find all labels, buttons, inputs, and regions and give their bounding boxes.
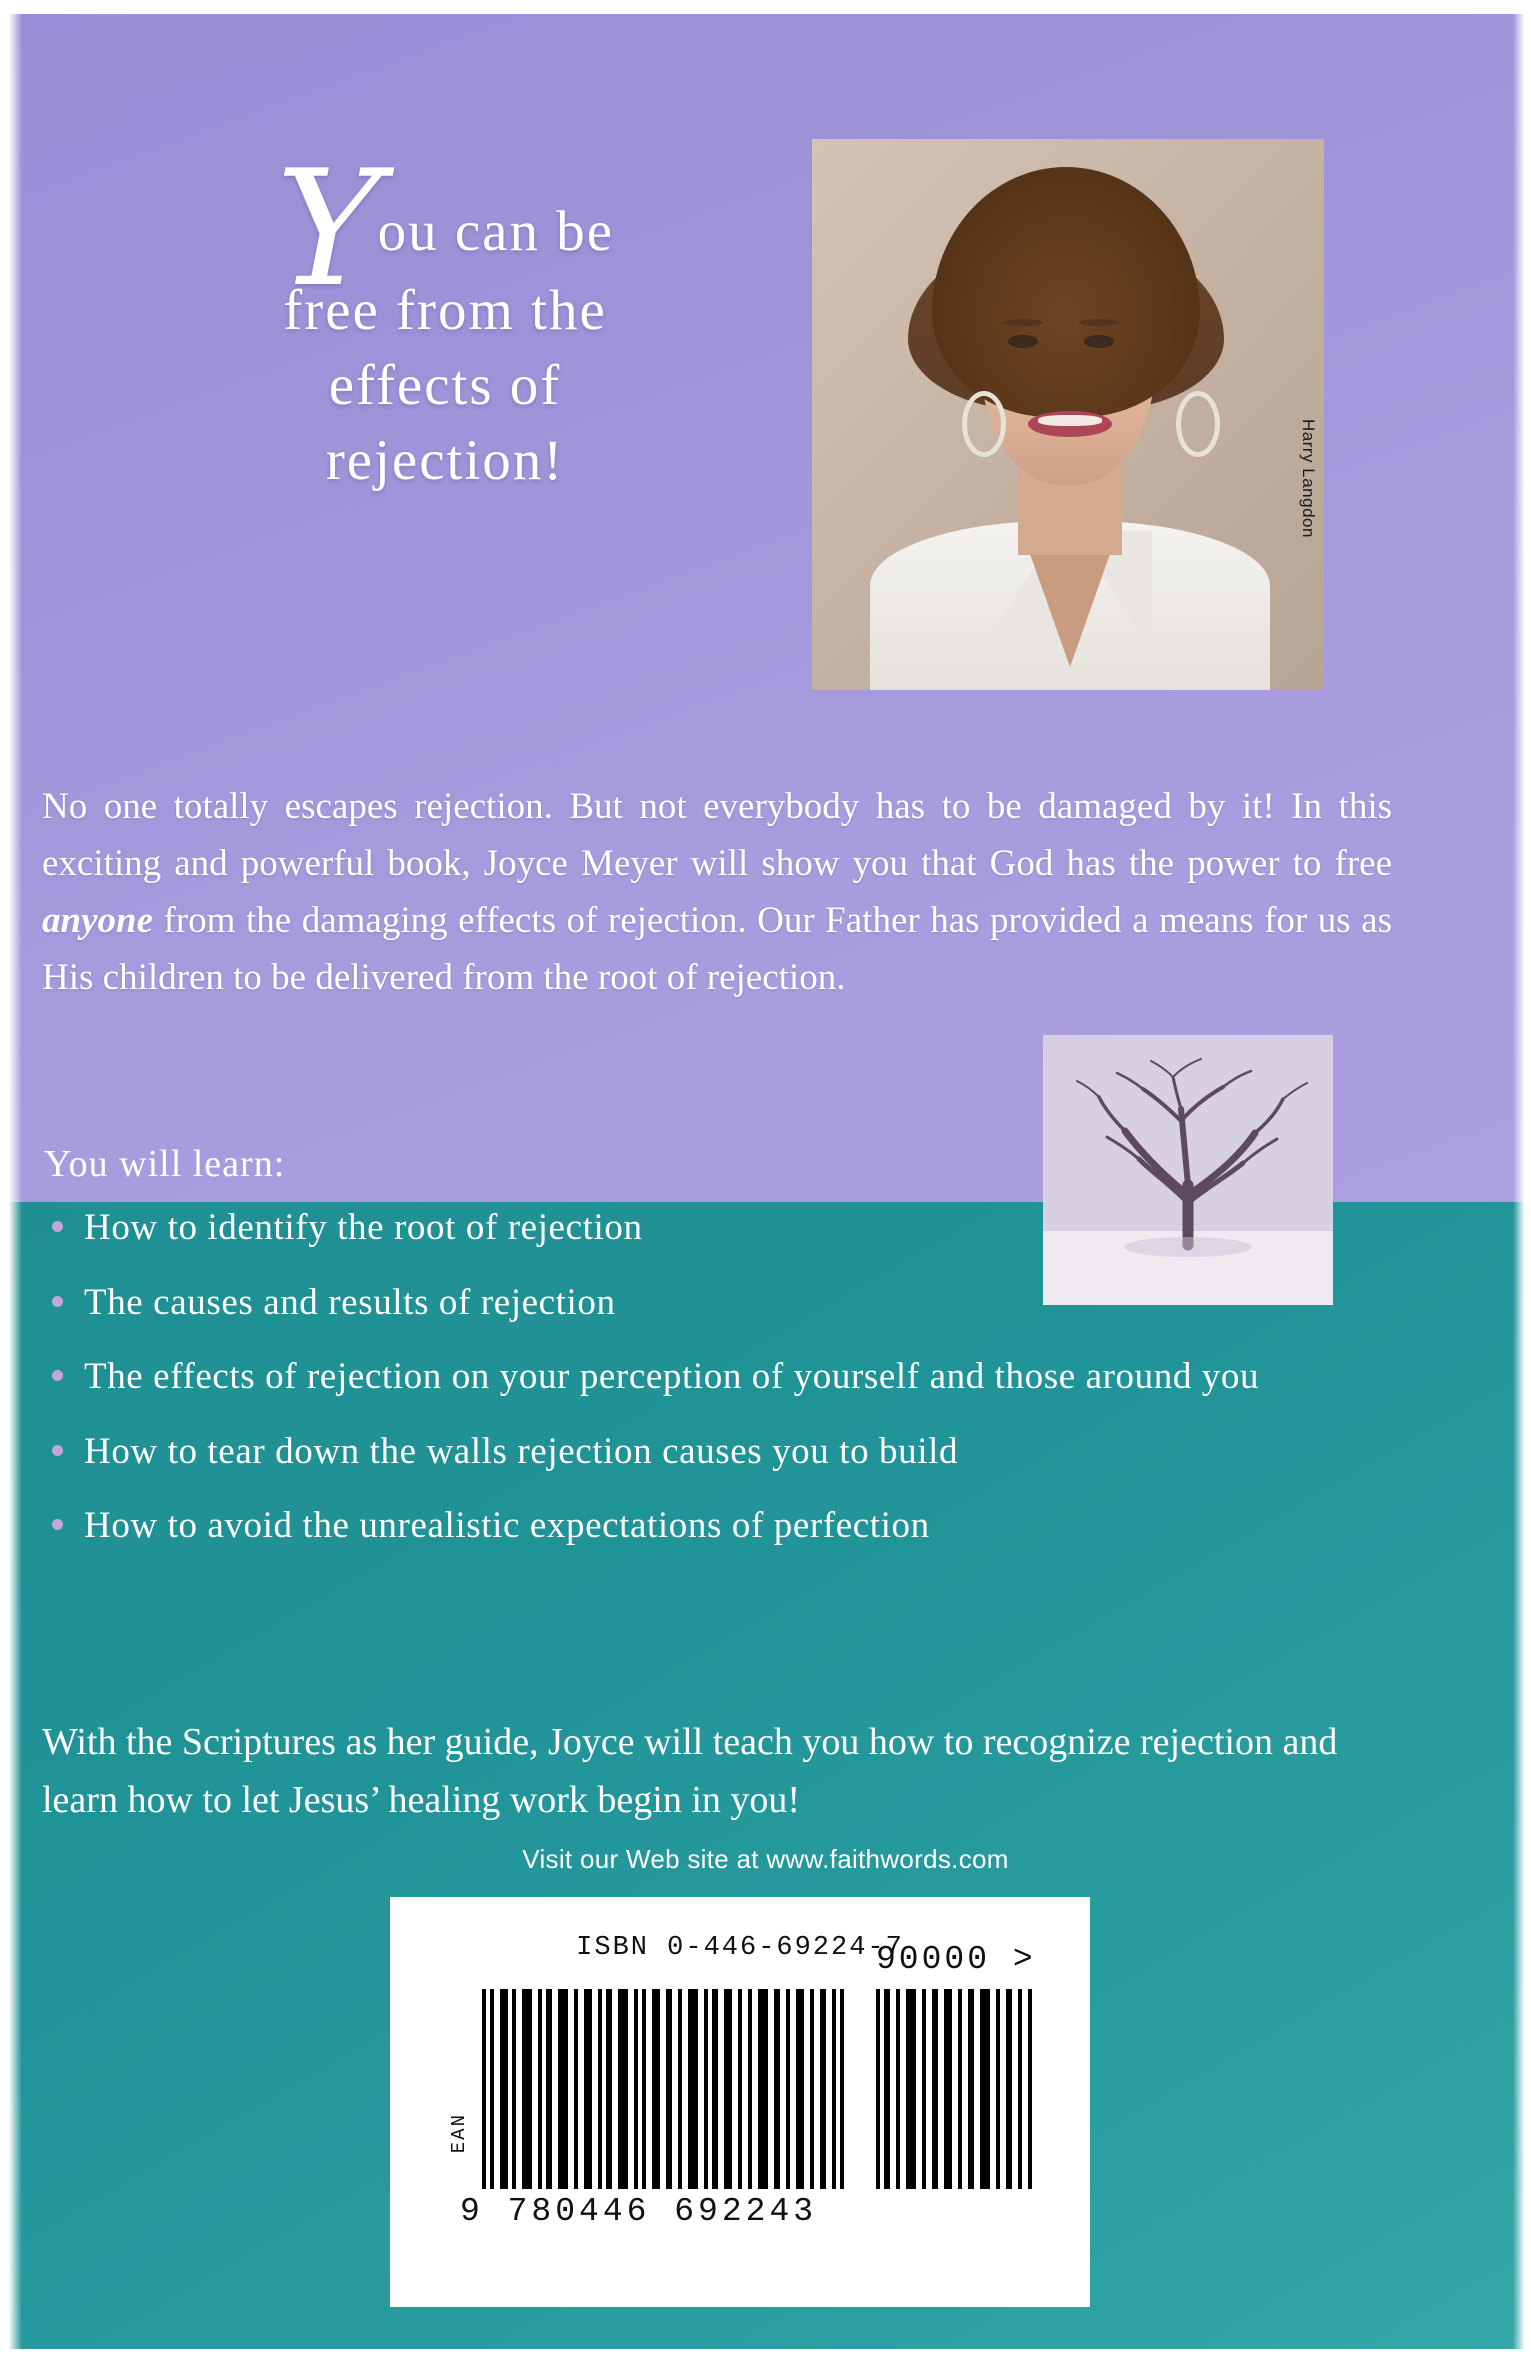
headline-line-3: effects of [328, 354, 562, 418]
photo-eye-left [1008, 335, 1038, 348]
page-edge-right [1513, 0, 1531, 2359]
photo-earring-right [1176, 391, 1220, 457]
headline-line-4: rejection! [325, 429, 565, 493]
learn-heading: You will learn: [44, 1143, 286, 1185]
page-edge-top [0, 0, 1531, 14]
description-paragraph [42, 779, 1392, 1007]
isbn-text: ISBN 0-446-69224-7 [576, 1933, 904, 1963]
ean-digits: 9 780446 692243 [460, 2193, 818, 2230]
description-part-1: No one totally escapes rejection. But not everybody has to be damaged by it! In this exciting and powerful book, Joyce Meyer will show you that God has the power to free [42, 786, 1392, 884]
closing-paragraph: With the Scriptures as her guide, Joyce will teach you how to recognize rejection and learn how to let Jesus’ healing work begin in you! [42, 1721, 1338, 1821]
photo-eyebrow-left [1003, 319, 1043, 326]
photo-eye-right [1084, 335, 1114, 348]
addon-barcode-bars [876, 1989, 1036, 2189]
description-emphasis: anyone [42, 899, 153, 941]
list-item: How to tear down the walls rejection causes you to build [44, 1429, 1384, 1476]
author-photo [812, 139, 1324, 690]
addon-digits: 90000 > [876, 1941, 1036, 1978]
photo-eyebrow-right [1079, 319, 1119, 326]
description-part-2: from the damaging effects of rejection. Our Father has provided a means for us as His children to be delivered from the root of rejection. [42, 899, 1392, 998]
list-item: The effects of rejection on your perception of yourself and those around you [44, 1354, 1384, 1401]
ean-barcode-bars [482, 1989, 848, 2189]
photo-earring-left [962, 391, 1006, 457]
photo-teeth [1038, 415, 1102, 426]
headline [100, 135, 790, 499]
list-item: How to identify the root of rejection [44, 1205, 1384, 1252]
headline-line-1-text: ou can be [377, 200, 615, 263]
page-edge-bottom [0, 2349, 1531, 2359]
list-item: The causes and results of rejection [44, 1280, 1384, 1327]
headline-dropcap: Y [275, 135, 382, 322]
list-item: How to avoid the unrealistic expectations of perfection [44, 1503, 1384, 1550]
learn-bullet-list [44, 1205, 1384, 1578]
headline-line-2: free from the [283, 279, 607, 342]
website-line: Visit our Web site at www.faithwords.com [522, 1844, 1009, 1874]
ean-label: EAN [448, 2113, 470, 2154]
barcode-block [390, 1897, 1090, 2307]
photo-credit: Harry Langdon [1299, 419, 1318, 538]
page-edge-left [0, 0, 22, 2359]
